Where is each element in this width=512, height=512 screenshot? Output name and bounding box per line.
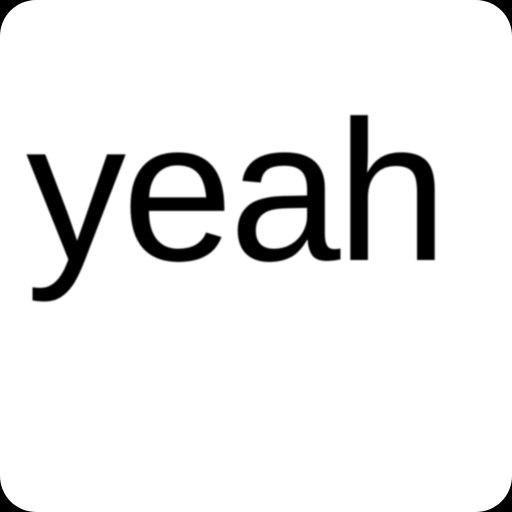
tile-text: yeah	[26, 80, 444, 303]
